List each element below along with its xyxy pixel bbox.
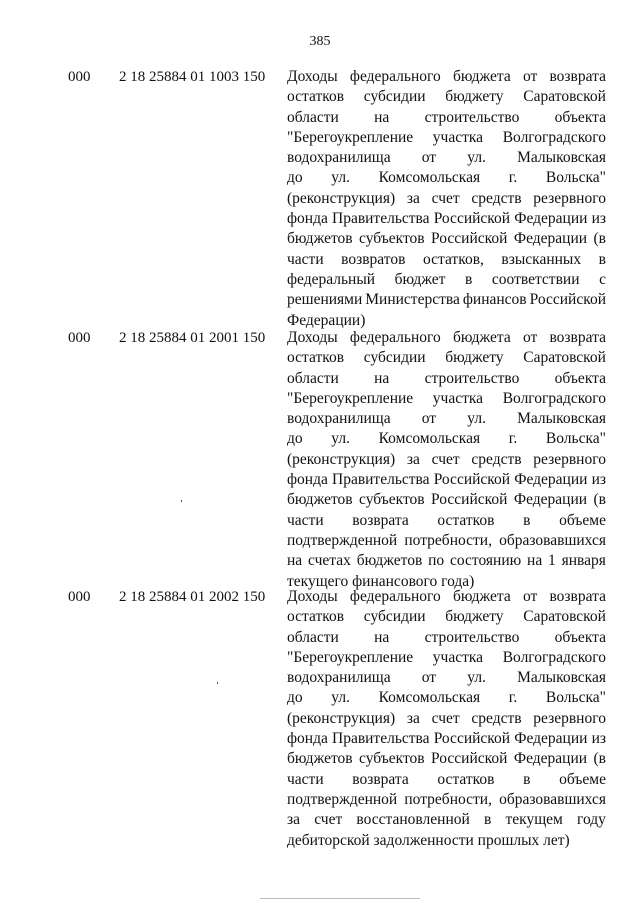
description-line: бюджетов субъектов Российской Федерации (в: [287, 491, 606, 509]
entry-description: [287, 328, 606, 592]
scan-edge: [0, 898, 640, 899]
description-line: подтвержденной потребности, образовавшихся: [287, 790, 606, 808]
description-line: (реконструкция) за счет средств резервного: [287, 450, 606, 468]
description-line: Доходы федерального бюджета от возврата: [287, 68, 606, 85]
admin-code: 000: [68, 69, 91, 85]
description-line: на счетах бюджетов по состоянию на 1 января: [287, 552, 606, 570]
description-line: дебиторской задолженности прошлых лет): [287, 831, 570, 849]
description-line: "Берегоукрепление участка Волгоградского: [287, 389, 606, 407]
description-line: до ул. Комсомольская г. Вольска": [287, 689, 606, 707]
description-line: федеральный бюджет в соответствии с: [287, 270, 606, 288]
description-line: остатков субсидии бюджету Саратовской: [287, 608, 606, 626]
description-line: Доходы федерального бюджета от возврата: [287, 329, 606, 346]
admin-code: 000: [68, 589, 91, 605]
description-line: решениями Министерства финансов Российской: [287, 291, 606, 309]
description-line: текущего финансового года): [287, 572, 475, 590]
description-line: (реконструкция) за счет средств резервного: [287, 709, 606, 727]
description-line: Федерации): [287, 311, 366, 329]
description-line: остатков субсидии бюджету Саратовской: [287, 88, 606, 106]
kbk-code: 2 18 25884 01 1003 150: [119, 69, 266, 85]
description-line: части возврата остатков в объеме: [287, 511, 606, 529]
description-line: до ул. Комсомольская г. Вольска": [287, 169, 606, 187]
description-line: "Берегоукрепление участка Волгоградского: [287, 128, 606, 146]
page-number: 385: [309, 34, 331, 49]
entry-description: [287, 587, 606, 851]
description-line: "Берегоукрепление участка Волгоградского: [287, 648, 606, 666]
description-line: фонда Правительства Российской Федерации из: [287, 471, 606, 489]
description-line: (реконструкция) за счет средств резервного: [287, 189, 606, 207]
kbk-code: 2 18 25884 01 2002 150: [119, 589, 266, 605]
description-line: водохранилища от ул. Малыковская: [287, 410, 606, 428]
description-line: подтвержденной потребности, образовавшихся: [287, 531, 606, 549]
description-line: Доходы федерального бюджета от возврата: [287, 588, 606, 605]
admin-code: 000: [68, 330, 91, 346]
scan-speck: [217, 682, 218, 684]
description-line: части возврата остатков в объеме: [287, 770, 606, 788]
description-line: за счет восстановленной в текущем году: [287, 811, 606, 829]
description-line: водохранилища от ул. Малыковская: [287, 669, 606, 687]
entry-description: [287, 67, 606, 331]
description-line: области на строительство объекта: [287, 628, 606, 646]
description-line: до ул. Комсомольская г. Вольска": [287, 430, 606, 448]
scan-speck: [181, 500, 182, 502]
description-line: области на строительство объекта: [287, 108, 606, 126]
description-line: бюджетов субъектов Российской Федерации (в: [287, 750, 606, 768]
description-line: фонда Правительства Российской Федерации из: [287, 210, 606, 228]
kbk-code: 2 18 25884 01 2001 150: [119, 330, 266, 346]
description-line: фонда Правительства Российской Федерации из: [287, 730, 606, 748]
description-line: остатков субсидии бюджету Саратовской: [287, 349, 606, 367]
description-line: области на строительство объекта: [287, 369, 606, 387]
description-line: водохранилища от ул. Малыковская: [287, 149, 606, 167]
description-line: части возвратов остатков, взысканных в: [287, 250, 606, 268]
description-line: бюджетов субъектов Российской Федерации (в: [287, 230, 606, 248]
